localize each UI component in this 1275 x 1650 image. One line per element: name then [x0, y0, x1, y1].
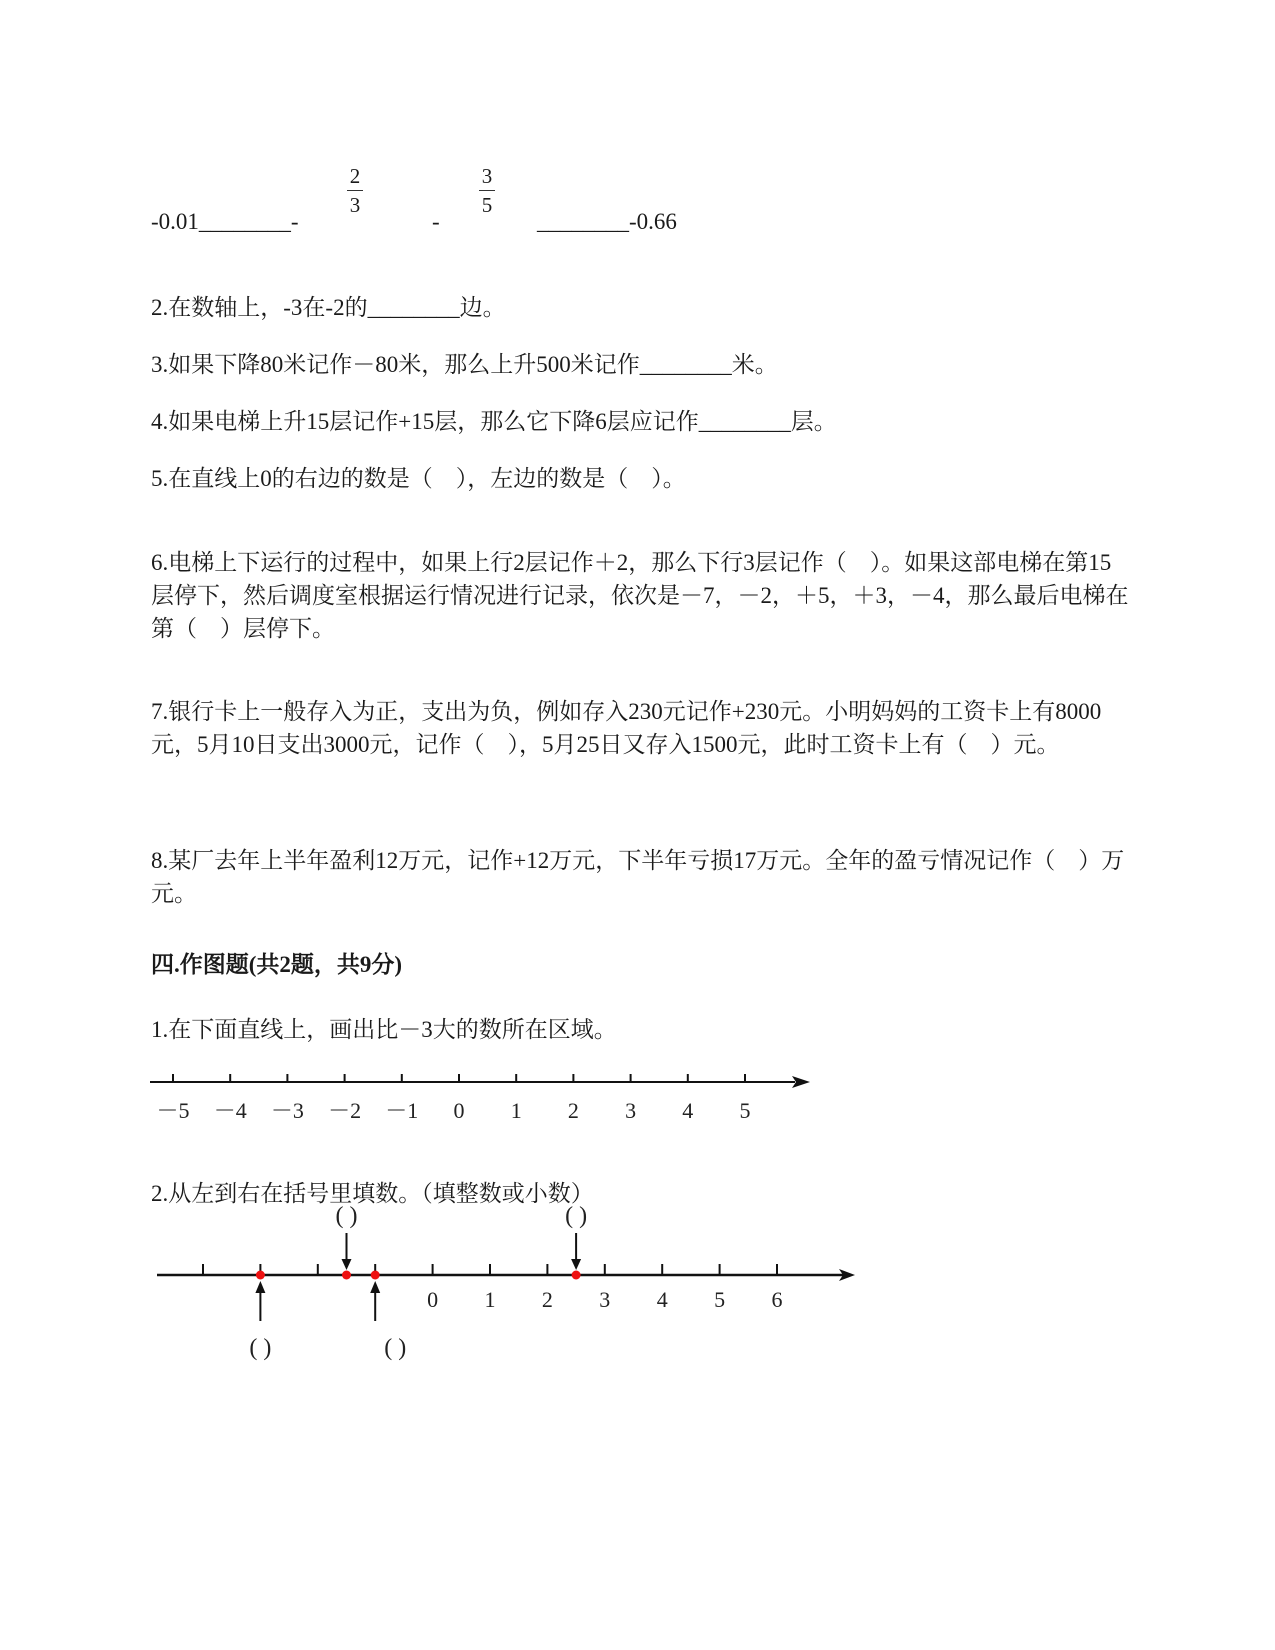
tick-label: 4 — [656, 1287, 668, 1312]
data-point — [572, 1271, 581, 1280]
answer-blank: ________ — [198, 209, 291, 234]
tick-label: 1 — [510, 1098, 522, 1123]
answer-bracket: ( ) — [249, 1335, 272, 1361]
fraction-numerator: 3 — [481, 164, 493, 188]
tick-label: 2 — [567, 1098, 579, 1123]
tick-label: －2 — [328, 1098, 362, 1123]
tick-label: －3 — [270, 1098, 304, 1123]
fraction-three-fifths — [472, 165, 502, 216]
tick-label: 2 — [541, 1287, 553, 1312]
compare-left-value: -0.01 — [151, 209, 199, 234]
tick-label: 0 — [427, 1287, 439, 1312]
data-point — [371, 1271, 380, 1280]
answer-bracket: ( ) — [335, 1203, 358, 1229]
section-heading: 四.作图题(共2题，共9分) — [151, 952, 403, 977]
tick-label: 3 — [599, 1287, 611, 1312]
minus-sign: - — [290, 209, 299, 234]
tick-label: 5 — [739, 1098, 751, 1123]
question-7: 7.银行卡上一般存入为正，支出为负，例如存入230元记作+230元。小明妈妈的工资卡上有8000元，5月10日支出3000元，记作（ ），5月25日又存入1500元，此时工资卡上有（ ）元。 — [151, 699, 1102, 757]
tick-label: －5 — [156, 1098, 190, 1123]
fraction-numerator: 2 — [349, 164, 361, 188]
question-5: 5.在直线上0的右边的数是（ ），左边的数是（ ）。 — [151, 466, 686, 491]
question-8: 8.某厂去年上半年盈利12万元，记作+12万元，下半年亏损17万元。全年的盈亏情况记作（ ）万元。 — [151, 848, 1125, 906]
tick-label: －4 — [213, 1098, 247, 1123]
data-point — [342, 1271, 351, 1280]
question-4: 4.如果电梯上升15层记作+15层，那么它下降6层应记作________层。 — [151, 409, 837, 434]
compare-right-value: -0.66 — [629, 209, 677, 234]
drawing-question-1: 1.在下面直线上，画出比－3大的数所在区域。 — [151, 1017, 617, 1042]
question-3: 3.如果下降80米记作－80米，那么上升500米记作________米。 — [151, 352, 778, 377]
answer-bracket: ( ) — [384, 1335, 407, 1361]
question-2: 2.在数轴上，-3在-2的________边。 — [151, 295, 506, 320]
tick-label: 3 — [625, 1098, 637, 1123]
up-arrow-icon — [255, 1281, 265, 1293]
tick-label: 6 — [771, 1287, 783, 1312]
answer-blank: ________ — [537, 209, 629, 234]
answer-bracket: ( ) — [565, 1203, 588, 1229]
question-6: 6.电梯上下运行的过程中，如果上行2层记作＋2，那么下行3层记作（ ）。如果这部电梯在第15层停下，然后调度室根据运行情况进行记录，依次是－7，－2，＋5，＋3，－4，那么最后电梯在第（ ）层停下。 — [151, 550, 1129, 641]
number-line-1 — [140, 1055, 860, 1145]
drawing-question-2: 2.从左到右在括号里填数。（填整数或小数） — [151, 1181, 594, 1206]
minus-sign: - — [432, 209, 440, 234]
up-arrow-icon — [370, 1281, 380, 1293]
fraction-denominator: 5 — [481, 193, 493, 217]
tick-label: 5 — [714, 1287, 726, 1312]
down-arrow-icon — [571, 1259, 581, 1270]
fraction-denominator: 3 — [349, 193, 361, 217]
tick-label: －1 — [385, 1098, 419, 1123]
tick-label: 0 — [453, 1098, 465, 1123]
data-point — [256, 1271, 265, 1280]
number-line-2 — [155, 1203, 915, 1465]
fraction-two-thirds — [340, 165, 370, 216]
tick-label: 1 — [484, 1287, 496, 1312]
compare-right — [537, 210, 677, 234]
down-arrow-icon — [342, 1259, 352, 1270]
compare-row — [151, 210, 299, 234]
tick-label: 4 — [682, 1098, 694, 1123]
